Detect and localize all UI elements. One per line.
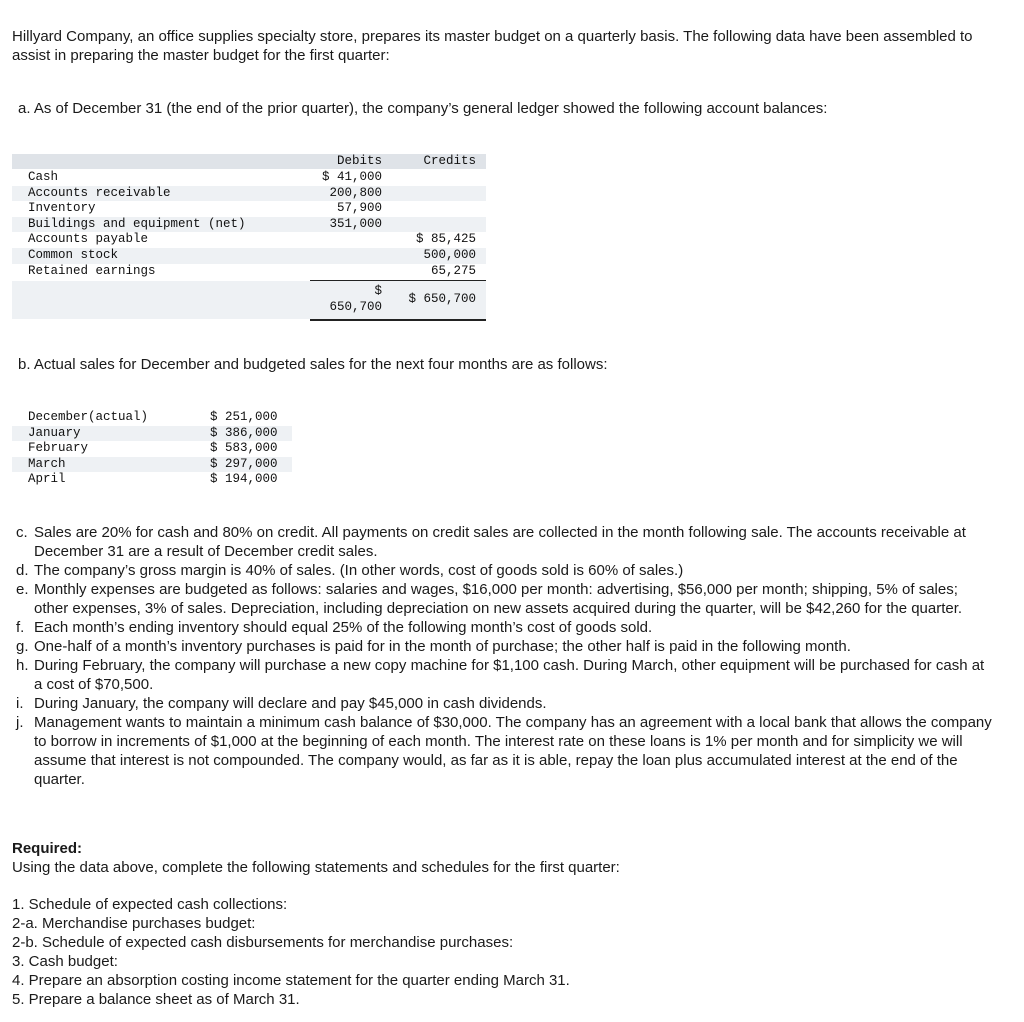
- required-instruction: Using the data above, complete the following statements and schedules for the first quarter:: [12, 859, 620, 876]
- ledger-total-rule: [310, 319, 486, 321]
- intro-paragraph: Hillyard Company, an office supplies specialty store, prepares its master budget on a quarterly basis. The following data have been assembled to assist in preparing the master budget for the first quarter:: [12, 28, 973, 64]
- ledger-label: Accounts receivable: [28, 185, 171, 200]
- list-item: [12, 637, 996, 656]
- item-text: Each month’s ending inventory should equal 25% of the following month’s cost of goods sold.: [34, 619, 653, 636]
- item-text: The company’s gross margin is 40% of sales. (In other words, cost of goods sold is 60% of sales.): [34, 562, 684, 579]
- task-item: 2-b. Schedule of expected cash disbursements for merchandise purchases:: [12, 934, 514, 951]
- total-credit: $ 650,700: [408, 291, 476, 306]
- task-item: 4. Prepare an absorption costing income statement for the quarter ending March 31.: [12, 972, 570, 989]
- sales-amount: $ 386,000: [210, 425, 278, 440]
- item-text: During February, the company will purchase a new copy machine for $1,100 cash. During March, other equipment will be purchased for cash at a cost of $70,500.: [34, 657, 985, 693]
- sales-amount: $ 297,000: [210, 456, 278, 471]
- list-item: [12, 656, 996, 694]
- total-debit: 650,700: [329, 299, 382, 314]
- ledger-row-inventory: [12, 201, 486, 217]
- ledger-row-buildings: [12, 217, 486, 233]
- sales-month: December(actual): [28, 410, 149, 424]
- sales-month: April: [28, 472, 66, 487]
- debits-header: Debits: [336, 154, 382, 168]
- item-a-text: a. As of December 31 (the end of the prior quarter), the company’s general ledger showed the following account balances:: [18, 100, 828, 117]
- ledger-label: Retained earnings: [28, 263, 156, 278]
- credits-header: Credits: [423, 154, 476, 168]
- ledger-debit: 57,900: [336, 201, 382, 216]
- sales-amount: $ 583,000: [210, 441, 278, 456]
- required-heading: Required:: [12, 840, 83, 857]
- item-marker: e.: [16, 581, 29, 598]
- item-marker: j.: [16, 714, 24, 731]
- list-item: [12, 561, 996, 580]
- sales-amount: $ 251,000: [210, 410, 278, 424]
- sales-row: [12, 426, 292, 442]
- ledger-row-cash: [12, 170, 486, 186]
- task-item: 2-a. Merchandise purchases budget:: [12, 915, 256, 932]
- list-item: [12, 523, 996, 561]
- ledger-label: Inventory: [28, 201, 96, 216]
- sales-row: [12, 472, 292, 488]
- ledger-label: Common stock: [28, 248, 119, 262]
- item-marker: f.: [16, 619, 25, 636]
- sales-month: March: [28, 456, 66, 471]
- total-debit-symbol: $: [374, 283, 382, 298]
- list-item: [12, 713, 996, 789]
- task-item: 5. Prepare a balance sheet as of March 31.: [12, 991, 300, 1008]
- sales-row: [12, 457, 292, 473]
- sales-month: February: [28, 441, 89, 456]
- item-text: During January, the company will declare and pay $45,000 in cash dividends.: [34, 695, 547, 712]
- item-text: One-half of a month’s inventory purchases is paid for in the month of purchase; the other half is paid in the following month.: [34, 638, 851, 655]
- ledger-debit: $ 41,000: [321, 170, 382, 184]
- ledger-row-accounts-receivable: [12, 186, 486, 202]
- task-item: 1. Schedule of expected cash collections:: [12, 896, 288, 913]
- item-marker: d.: [16, 562, 29, 579]
- item-marker: i.: [16, 695, 24, 712]
- assumptions-list: [12, 523, 996, 789]
- sales-month: January: [28, 425, 81, 440]
- sales-row: [12, 441, 292, 457]
- ledger-label: Cash: [28, 170, 59, 184]
- sales-amount: $ 194,000: [210, 472, 278, 487]
- item-marker: h.: [16, 657, 29, 674]
- task-item: 3. Cash budget:: [12, 953, 118, 970]
- item-text: Sales are 20% for cash and 80% on credit. All payments on credit sales are collected in the month following sale. The accounts receivable at December 31 are a result of December credit sales.: [34, 524, 966, 560]
- list-item: [12, 618, 996, 637]
- ledger-row-accounts-payable: [12, 232, 486, 248]
- ledger-credit: 65,275: [430, 263, 476, 278]
- ledger-debit: 351,000: [329, 216, 382, 231]
- item-text: Management wants to maintain a minimum cash balance of $30,000. The company has an agreement with a local bank that allows the company to borrow in increments of $1,000 at the beginning of each month. The interest rate on these loans is 1% per month and for simplicity we will assume that interest is not compounded. The company would, as far as it is able, repay the loan plus accumulated interest at the end of the quarter.: [34, 714, 992, 788]
- ledger-row-retained-earnings: [12, 264, 486, 280]
- required-tasks: [12, 895, 1002, 1009]
- ledger-total-row: [12, 281, 486, 319]
- list-item: [12, 580, 996, 618]
- ledger-credit: 500,000: [423, 248, 476, 262]
- ledger-credit: $ 85,425: [415, 232, 476, 247]
- ledger-label: Accounts payable: [28, 232, 149, 247]
- item-b-text: b. Actual sales for December and budgeted sales for the next four months are as follows:: [18, 356, 608, 373]
- list-item: [12, 694, 996, 713]
- ledger-debit: 200,800: [329, 185, 382, 200]
- ledger-header-row: [12, 154, 486, 169]
- item-marker: c.: [16, 524, 28, 541]
- ledger-row-common-stock: [12, 248, 486, 264]
- ledger-label: Buildings and equipment (net): [28, 216, 246, 231]
- sales-row: [12, 410, 292, 426]
- item-text: Monthly expenses are budgeted as follows: salaries and wages, $16,000 per month: advertising, $56,000 per month; shipping, 5% of sales; other expenses, 3% of sales. Depreciation, including depreciation on new assets acquired during the quarter, will be $42,260 for the quarter.: [34, 581, 963, 617]
- item-marker: g.: [16, 638, 29, 655]
